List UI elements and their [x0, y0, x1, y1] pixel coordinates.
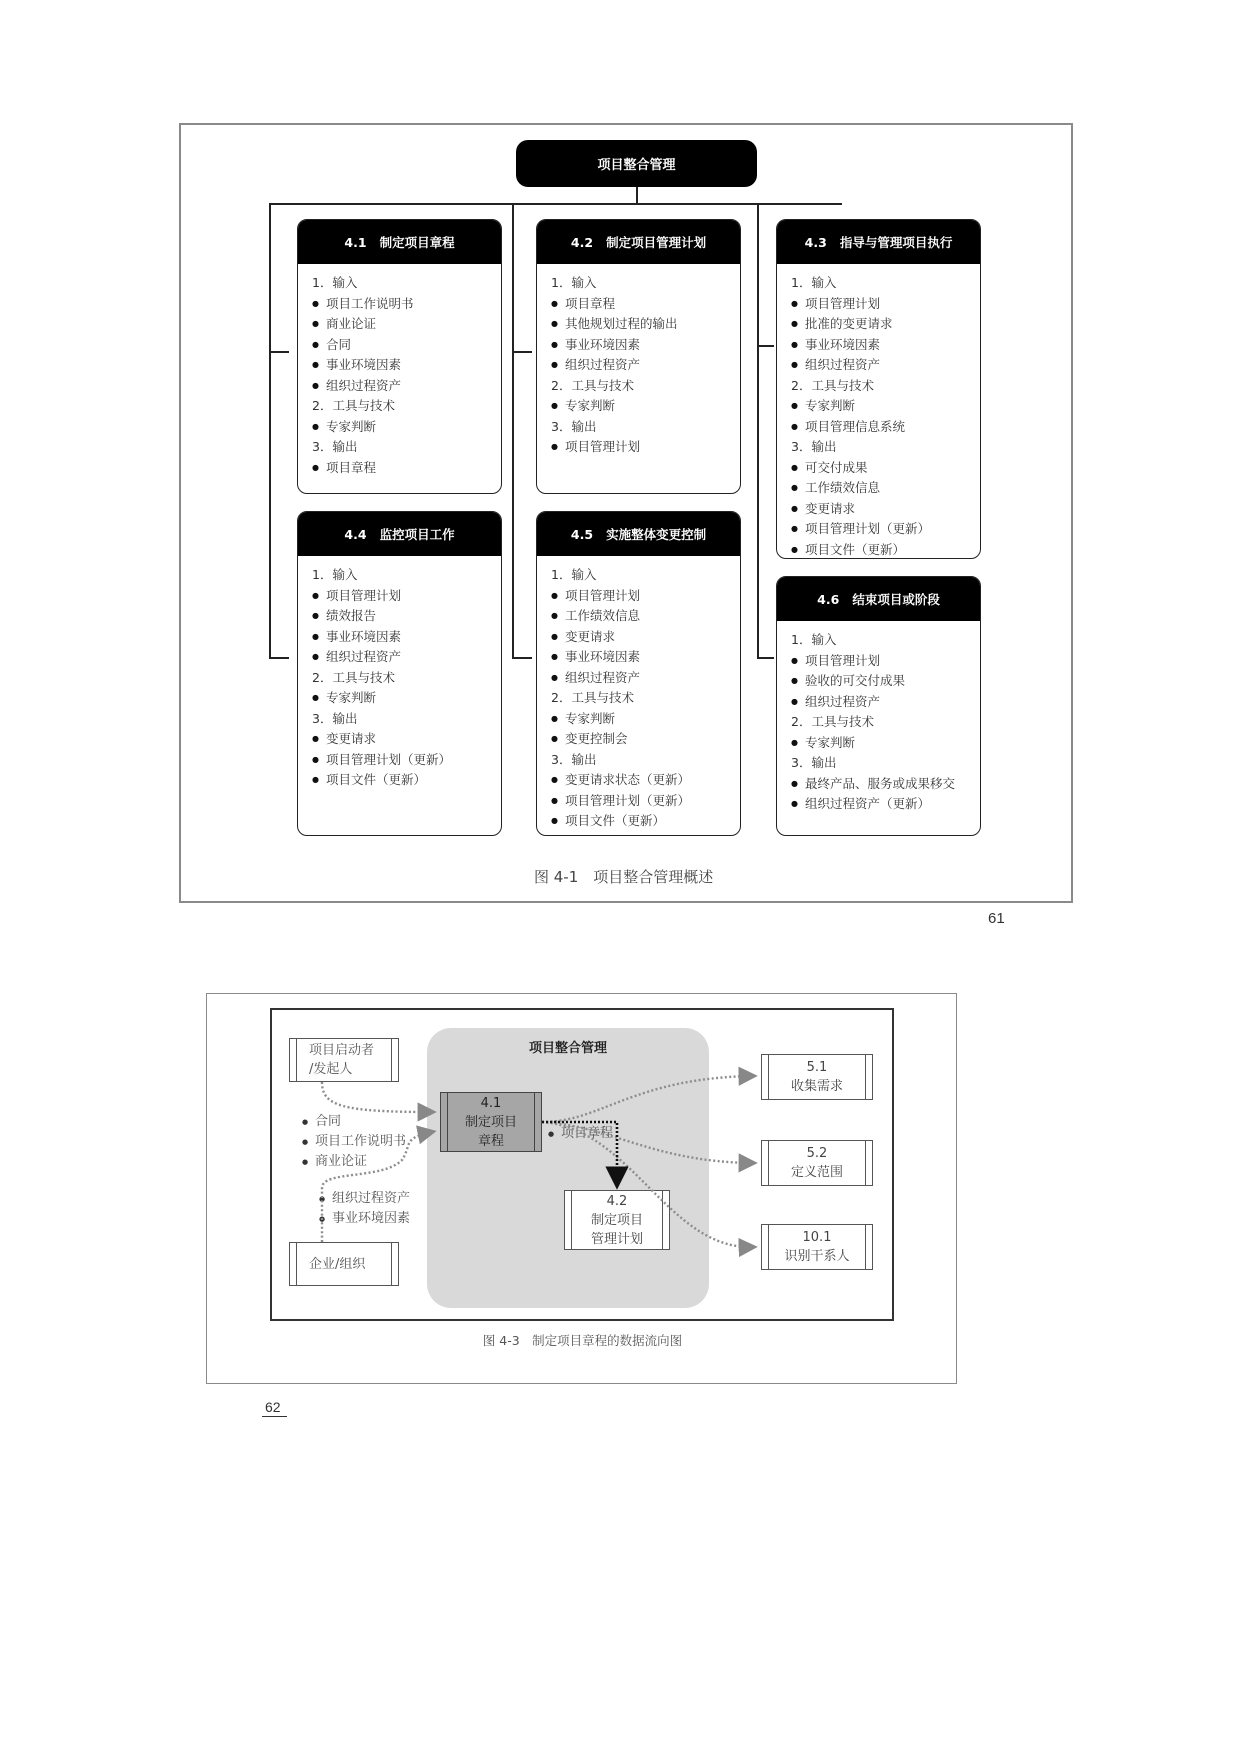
list-item: ● 商业论证: [312, 314, 501, 335]
page-number: 62: [262, 1399, 287, 1417]
list-item: ● 其他规划过程的输出: [551, 314, 740, 335]
process-number: 4.6: [817, 591, 840, 607]
list-item: ● 项目文件（更新）: [551, 811, 740, 832]
diagram-root-title: 项目整合管理: [516, 140, 757, 187]
section-label: 3．输出: [312, 710, 358, 726]
process-box-4-4: [297, 511, 502, 836]
list-item: ● 专家判断: [312, 417, 501, 438]
list-item: ● 事业环境因素: [551, 335, 740, 356]
section-label: 2．工具与技术: [791, 714, 874, 729]
section-label: 2．工具与技术: [551, 377, 634, 393]
list-item: ● 项目管理计划: [551, 437, 740, 458]
flow-enterprise-to-4-1: [322, 1132, 432, 1242]
list-item: ● 组织过程资产: [791, 355, 980, 376]
list-item: ● 项目管理计划（更新）: [791, 519, 980, 540]
list-item: ● 项目章程: [548, 1124, 613, 1144]
list-item: ● 专家判断: [312, 688, 501, 709]
list-item: ● 组织过程资产: [312, 376, 501, 397]
process-title: 结束项目或阶段: [852, 592, 940, 607]
list-item: ● 项目管理计划: [312, 586, 501, 607]
process-header: [777, 577, 980, 621]
list-item: ● 项目管理信息系统: [791, 417, 980, 438]
list-item: ● 变更控制会: [551, 729, 740, 750]
list-item: ● 项目工作说明书: [312, 294, 501, 315]
section-label: 1．输入: [551, 567, 597, 582]
section-label: 1．输入: [551, 275, 597, 290]
connector-stub: [512, 351, 532, 353]
connector-stub: [757, 657, 774, 659]
figure-caption: 图 4-3 制定项目章程的数据流向图: [482, 1333, 683, 1348]
section-list: [551, 586, 740, 689]
section-label: 2．工具与技术: [312, 669, 395, 685]
list-item: ● 事业环境因素: [791, 335, 980, 356]
section-label: 3．输出: [791, 439, 837, 454]
process-header: [298, 220, 501, 264]
section-label: 1．输入: [312, 275, 358, 290]
flow-arrows: [272, 1010, 896, 1323]
process-number: 10.1: [802, 1230, 832, 1245]
process-box-4-3: [776, 219, 981, 559]
initiator-scroll: 项目启动者 /发起人: [296, 1038, 392, 1082]
section-list: [551, 709, 740, 750]
figure-4-3: [206, 993, 957, 1384]
section-label: 3．输出: [551, 751, 597, 767]
process-header: [298, 512, 501, 556]
section-label: 2．工具与技术: [312, 398, 395, 413]
list-item: ● 商业论证: [302, 1152, 406, 1172]
section-list: [551, 437, 740, 458]
section-list: [551, 396, 740, 417]
flow-4-1-to-5-1: [542, 1076, 753, 1122]
list-item: ● 项目管理计划: [551, 586, 740, 607]
process-title: 定义范围: [790, 1165, 843, 1180]
list-item: ● 事业环境因素: [312, 627, 501, 648]
list-item: ● 事业环境因素: [551, 647, 740, 668]
process-content: [777, 264, 980, 559]
process-number: 4.2: [606, 1194, 628, 1209]
figure-4-1: [179, 123, 1073, 903]
process-title: 制定项目 章程: [464, 1115, 517, 1149]
section-list: [551, 770, 740, 832]
flow-4-1-to-4-2: [542, 1122, 617, 1182]
list-item: ● 项目工作说明书: [302, 1132, 406, 1152]
process-title: 指导与管理项目执行: [839, 235, 953, 250]
figure-caption: 图 4-1 项目整合管理概述: [534, 868, 714, 886]
list-item: ● 工作绩效信息: [551, 606, 740, 627]
section-list: [791, 651, 980, 713]
list-item: ● 变更请求: [312, 729, 501, 750]
connector-stub: [512, 657, 532, 659]
list-item: ● 批准的变更请求: [791, 314, 980, 335]
process-title: 制定项目管理计划: [606, 235, 707, 250]
process-number: 4.3: [804, 234, 827, 250]
flow-4-1-to-10-1: [542, 1122, 753, 1247]
list-item: ● 变更请求状态（更新）: [551, 770, 740, 791]
list-item: ● 验收的可交付成果: [791, 671, 980, 692]
section-list: [791, 294, 980, 376]
process-title: 识别干系人: [784, 1249, 850, 1264]
list-item: ● 专家判断: [791, 733, 980, 754]
section-label: 3．输出: [312, 439, 358, 454]
page-number: 61: [988, 910, 1005, 927]
section-list: [312, 458, 501, 479]
list-item: ● 变更请求: [551, 627, 740, 648]
section-label: 1．输入: [791, 632, 837, 647]
list-item: ● 项目管理计划: [791, 294, 980, 315]
process-title: 收集需求: [790, 1079, 843, 1094]
flow-initiator-to-4-1: [322, 1082, 432, 1112]
process-number: 4.1: [480, 1096, 502, 1111]
process-number: 5.2: [806, 1146, 828, 1161]
list-item: ● 项目章程: [551, 294, 740, 315]
enterprise-scroll: 企业/组织: [296, 1242, 392, 1286]
section-list: [312, 688, 501, 709]
section-list: [312, 729, 501, 791]
section-list: [551, 294, 740, 376]
diagram-frame: [270, 1008, 894, 1321]
connector-right-vertical: [757, 203, 759, 659]
process-title: 制定项目 管理计划: [590, 1213, 643, 1247]
process-number: 4.4: [344, 526, 367, 542]
list-item: ● 合同: [302, 1112, 406, 1132]
process-box-4-5: [536, 511, 741, 836]
list-item: ● 项目章程: [312, 458, 501, 479]
connector-root-down: [636, 187, 638, 203]
list-item: ● 组织过程资产: [551, 668, 740, 689]
list-item: ● 组织过程资产: [551, 355, 740, 376]
connector-left-vertical: [269, 203, 271, 659]
process-header: [777, 220, 980, 264]
list-item: ● 工作绩效信息: [791, 478, 980, 499]
process-header: [537, 220, 740, 264]
list-item: ● 绩效报告: [312, 606, 501, 627]
process-content: [537, 264, 740, 458]
list-item: ● 专家判断: [551, 709, 740, 730]
process-box-4-2: [536, 219, 741, 494]
process-box-4-6: [776, 576, 981, 836]
list-item: ● 专家判断: [551, 396, 740, 417]
section-list: [312, 586, 501, 668]
section-list: [312, 417, 501, 438]
list-item: ● 项目管理计划（更新）: [312, 750, 501, 771]
process-box-4-1: [297, 219, 502, 494]
section-label: 1．输入: [312, 567, 358, 582]
process-title: 制定项目章程: [379, 235, 455, 250]
section-list: [312, 294, 501, 397]
section-label: 3．输出: [551, 418, 597, 434]
list-item: ● 组织过程资产（更新）: [791, 794, 980, 815]
connector-stub: [757, 345, 774, 347]
section-label: 2．工具与技术: [791, 377, 874, 393]
section-list: [791, 458, 980, 560]
list-item: ● 项目文件（更新）: [791, 540, 980, 560]
process-content: [298, 264, 501, 478]
list-item: ● 专家判断: [791, 396, 980, 417]
list-item: ● 事业环境因素: [319, 1209, 410, 1229]
process-number: 4.2: [570, 234, 594, 250]
process-number: 4.5: [570, 526, 594, 542]
section-list: [791, 733, 980, 754]
list-item: ● 项目管理计划: [791, 651, 980, 672]
list-item: ● 组织过程资产: [791, 692, 980, 713]
process-header: [537, 512, 740, 556]
list-item: ● 可交付成果: [791, 458, 980, 479]
list-item: ● 最终产品、服务或成果移交: [791, 774, 980, 795]
list-item: ● 变更请求: [791, 499, 980, 520]
list-item: ● 项目文件（更新）: [312, 770, 501, 791]
process-title: 实施整体变更控制: [606, 527, 707, 542]
list-item: ● 事业环境因素: [312, 355, 501, 376]
process-content: [298, 556, 501, 791]
area-title: 项目整合管理: [528, 1041, 607, 1056]
section-label: 3．输出: [791, 755, 837, 770]
list-item: ● 组织过程资产: [319, 1189, 410, 1209]
section-list: [791, 774, 980, 815]
process-content: [777, 621, 980, 815]
section-label: 2．工具与技术: [551, 690, 634, 705]
connector-mid-vertical: [512, 203, 514, 659]
list-item: ● 组织过程资产: [312, 647, 501, 668]
process-number: 5.1: [806, 1060, 828, 1075]
connector-stub: [269, 657, 289, 659]
process-title: 监控项目工作: [379, 527, 455, 542]
list-item: ● 合同: [312, 335, 501, 356]
connector-stub: [269, 351, 289, 353]
process-number: 4.1: [344, 234, 367, 250]
process-content: [537, 556, 740, 832]
list-item: ● 项目管理计划（更新）: [551, 791, 740, 812]
section-label: 1．输入: [791, 275, 837, 290]
section-list: [791, 396, 980, 437]
